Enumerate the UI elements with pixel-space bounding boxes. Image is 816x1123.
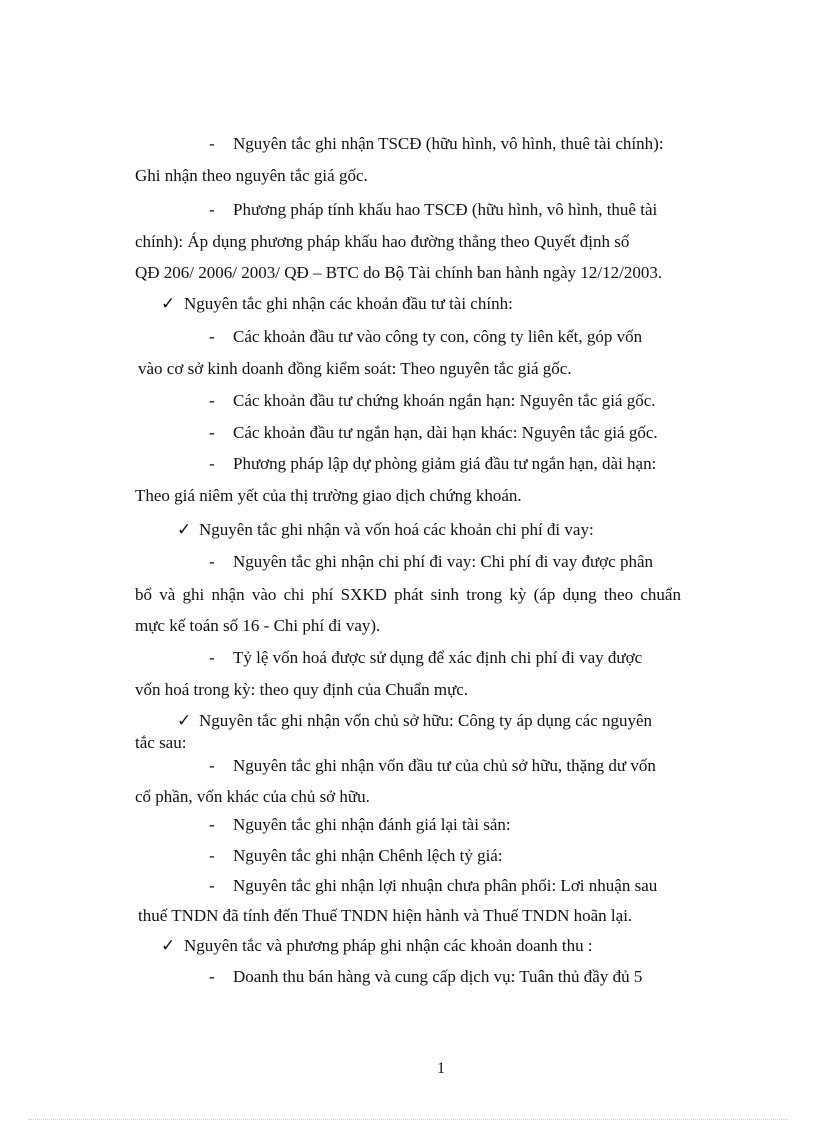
dash-bullet: - xyxy=(209,648,215,667)
text-line: QĐ 206/ 2006/ 2003/ QĐ – BTC do Bộ Tài chính ban hành ngày 12/12/2003. xyxy=(135,263,663,282)
text-line: Nguyên tắc ghi nhận Chênh lệch tỷ giá: xyxy=(233,846,503,865)
dash-bullet: - xyxy=(209,876,215,895)
text-line: Ghi nhận theo nguyên tắc giá gốc. xyxy=(135,166,368,185)
text-line: Phương pháp tính khấu hao TSCĐ (hữu hình, vô hình, thuê tài xyxy=(233,200,658,219)
check-icon: ✓ xyxy=(161,294,176,313)
text-line: mực kế toán số 16 - Chi phí đi vay). xyxy=(135,616,381,635)
page-bottom-divider xyxy=(28,1119,788,1120)
check-icon: ✓ xyxy=(177,711,192,730)
text-line: Nguyên tắc ghi nhận đánh giá lại tài sản: xyxy=(233,815,511,834)
text-line: Các khoản đầu tư vào công ty con, công ty liên kết, góp vốn xyxy=(233,327,643,346)
text-line: Theo giá niêm yết của thị trường giao dịch chứng khoán. xyxy=(135,486,522,505)
text-line: chính): Áp dụng phương pháp khấu hao đường thẳng theo Quyết định số xyxy=(135,232,630,251)
text-line: Nguyên tắc ghi nhận lợi nhuận chưa phân phối: Lơi nhuận sau xyxy=(233,876,658,895)
dash-bullet: - xyxy=(209,327,215,346)
text-line: Nguyên tắc ghi nhận các khoản đầu tư tài chính: xyxy=(184,294,513,313)
text-line: vào cơ sở kinh doanh đồng kiểm soát: Theo nguyên tắc giá gốc. xyxy=(138,359,572,378)
dash-bullet: - xyxy=(209,815,215,834)
text-line: cổ phần, vốn khác của chủ sở hữu. xyxy=(135,787,370,806)
text-line: Doanh thu bán hàng và cung cấp dịch vụ: Tuân thủ đầy đủ 5 xyxy=(233,967,643,986)
text-line: Nguyên tắc ghi nhận vốn chủ sở hữu: Công ty áp dụng các nguyên xyxy=(199,711,653,730)
dash-bullet: - xyxy=(209,391,215,410)
page-number: 1 xyxy=(437,1060,445,1077)
text-line: vốn hoá trong kỳ: theo quy định của Chuẩn mực. xyxy=(135,680,469,699)
check-icon: ✓ xyxy=(161,936,176,955)
text-line: tắc sau: xyxy=(135,733,187,752)
text-line: Nguyên tắc ghi nhận và vốn hoá các khoản chi phí đi vay: xyxy=(199,520,594,539)
text-line: Nguyên tắc ghi nhận vốn đầu tư của chủ sở hữu, thặng dư vốn xyxy=(233,756,656,775)
text-line: thuế TNDN đã tính đến Thuế TNDN hiện hành và Thuế TNDN hoãn lại. xyxy=(138,906,633,925)
text-line: Các khoản đầu tư ngắn hạn, dài hạn khác: Nguyên tắc giá gốc. xyxy=(233,423,658,442)
dash-bullet: - xyxy=(209,967,215,986)
dash-bullet: - xyxy=(209,200,215,219)
check-icon: ✓ xyxy=(177,520,192,539)
text-line: Phương pháp lập dự phòng giảm giá đầu tư ngắn hạn, dài hạn: xyxy=(233,454,657,473)
text-line: bổ và ghi nhận vào chi phí SXKD phát sinh trong kỳ (áp dụng theo chuẩn xyxy=(135,585,681,604)
dash-bullet: - xyxy=(209,423,215,442)
dash-bullet: - xyxy=(209,134,215,153)
text-line: Tỷ lệ vốn hoá được sử dụng để xác định chi phí đi vay được xyxy=(233,648,643,667)
dash-bullet: - xyxy=(209,552,215,571)
text-line: Nguyên tắc và phương pháp ghi nhận các khoản doanh thu : xyxy=(184,936,593,955)
dash-bullet: - xyxy=(209,454,215,473)
text-line: Nguyên tắc ghi nhận TSCĐ (hữu hình, vô hình, thuê tài chính): xyxy=(233,134,664,153)
text-line: Các khoản đầu tư chứng khoán ngắn hạn: Nguyên tắc giá gốc. xyxy=(233,391,656,410)
dash-bullet: - xyxy=(209,756,215,775)
text-line: Nguyên tắc ghi nhận chi phí đi vay: Chi phí đi vay được phân xyxy=(233,552,653,571)
dash-bullet: - xyxy=(209,846,215,865)
